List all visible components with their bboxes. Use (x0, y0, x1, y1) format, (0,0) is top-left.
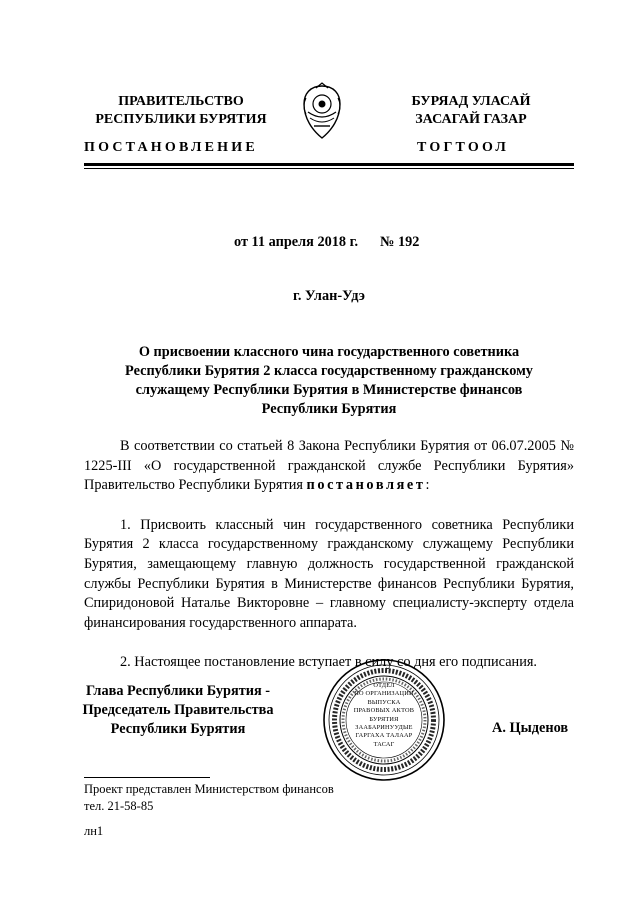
seal-line: ТАСАГ (373, 740, 395, 748)
seal-line: БУРЯТИЯ (369, 715, 399, 723)
seal-line: ВЫПУСКА (367, 698, 401, 706)
title-line1: О присвоении классного чина государственного советника (138, 344, 520, 360)
preamble-lead: В соответствии со статьей 8 Закона Республики Бурятия от 06.07.2005 № 1225-III «О государственной гражданской службе Республики Бурятия» Правительство Республики Бурятия (84, 438, 574, 494)
position-line2: Председатель Правительства (82, 702, 274, 718)
header-right-line2: ЗАСАГАЙ ГАЗАР (415, 112, 527, 127)
header-right-line1: БУРЯАД УЛАСАЙ (411, 94, 531, 109)
document-body (84, 437, 574, 673)
header-rule-thin (84, 168, 574, 169)
document-number: № 192 (380, 234, 420, 250)
item-1-paragraph: 1. Присвоить классный чин государственного советника Республики Бурятия 2 класса государственному гражданскому служащему Республики Бурятия, замещающему главную должность государственной гражданской службы Республики Бурятия в Министерстве финансов Республики Бурятия, Спиридоновой Наталье Викторовне – главному специалисту-эксперту отдела финансирования государственного аппарата. (84, 516, 574, 631)
document-code: лн1 (84, 824, 104, 838)
preamble-paragraph (84, 437, 574, 496)
position-line3: Республики Бурятия (110, 721, 246, 737)
header-right-title (380, 93, 562, 129)
seal-line: ЗААБАРИНУУДЫЕ (355, 724, 413, 732)
signatory-position (78, 682, 278, 739)
title-line3: служащему Республики Бурятия в Министерстве финансов (135, 382, 523, 398)
header-rule-thick (84, 163, 574, 166)
seal-line: ПО ОРГАНИЗАЦИИ (354, 690, 414, 698)
footer-rule (84, 777, 210, 778)
header-left-line1: ПРАВИТЕЛЬСТВО (118, 94, 244, 109)
preamble-keyword: постановляет (306, 477, 426, 494)
header-left-line2: РЕСПУБЛИКИ БУРЯТИЯ (95, 112, 267, 127)
project-note: Проект представлен Министерством финансов (84, 782, 334, 796)
item-2-paragraph: 2. Настоящее постановление вступает в силу со дня его подписания. (120, 654, 537, 671)
doctype-right: ТОГТООЛ (417, 140, 510, 155)
header-left-title (90, 93, 272, 129)
doctype-left: ПОСТАНОВЛЕНИЕ (84, 140, 258, 155)
document-date: от 11 апреля 2018 г. (234, 234, 359, 250)
seal-line: ПРАВОВЫХ АКТОВ (353, 707, 415, 715)
seal-center-text (344, 682, 424, 749)
official-seal (322, 658, 446, 782)
contact-phone: тел. 21-58-85 (84, 799, 154, 813)
coat-of-arms-emblem (296, 82, 348, 142)
title-line2: Республики Бурятия 2 класса государственному гражданскому (125, 363, 533, 379)
document-city: г. Улан-Удэ (293, 288, 365, 304)
seal-line: ГАРГАХА ТАЛААР (355, 732, 413, 740)
seal-line: ОТДЕЛ (373, 682, 395, 689)
title-line4: Республики Бурятия (261, 401, 397, 417)
document-title (84, 343, 574, 419)
signatory-name: А. Цыденов (492, 720, 569, 736)
preamble-tail: : (425, 477, 430, 494)
position-line1: Глава Республики Бурятия - (85, 683, 271, 699)
